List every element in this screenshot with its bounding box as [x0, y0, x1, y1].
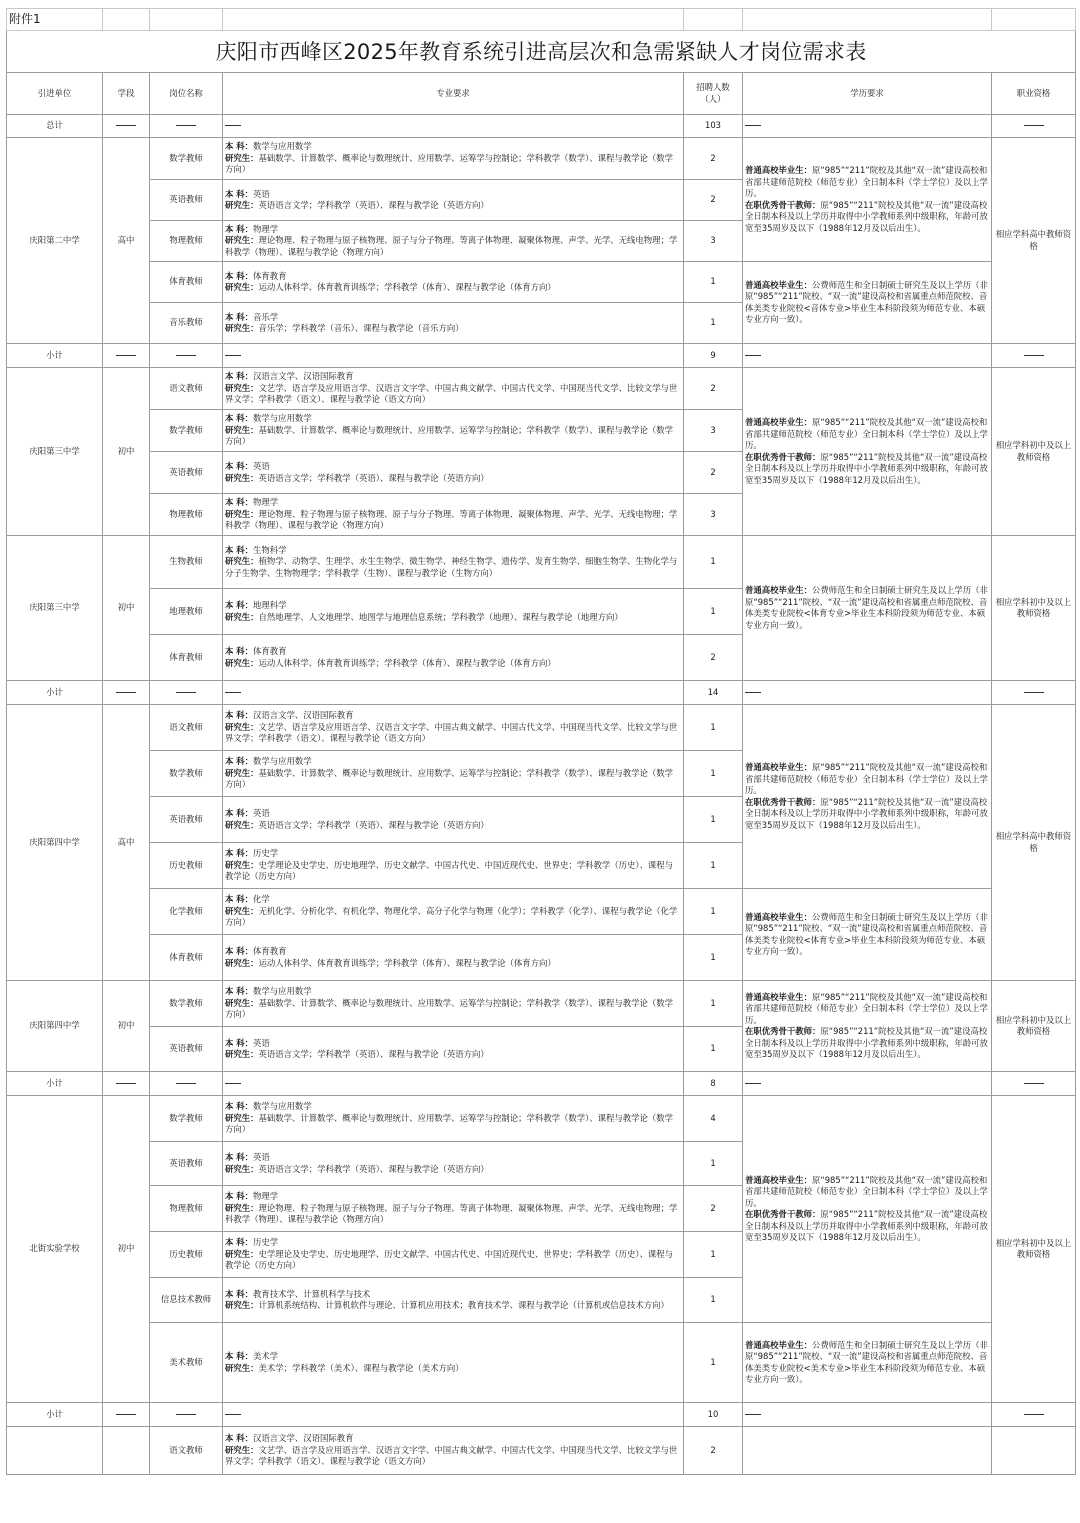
education-cell: 普通高校毕业生：公费师范生和全日制硕士研究生及以上学历（非原“985”“211”院校、“双一流”建设高校和省属重点师范院校、音体美类专业院校<音体专业>毕业生本科阶段须为师范专业、本硕专业方向一致）。	[743, 262, 992, 344]
page-title: 庆阳市西峰区2025年教育系统引进高层次和急需紧缺人才岗位需求表	[7, 31, 1076, 73]
dash-icon	[745, 355, 761, 356]
major-cell: 本 科：汉语言文学、汉语国际教育 研究生：文艺学、语言学及应用语言学、汉语言文字学、中国古典文献学、中国古代文学、中国现当代文学、比较文学与世界文学；学科教学（语文）、课程与教学论（语文方向）	[223, 368, 684, 410]
subtotal-label: 小计	[7, 344, 103, 368]
position-cell: 数学教师	[150, 981, 223, 1027]
major-cell: 本 科：英语 研究生：英语语言文学；学科教学（英语）、课程与教学论（英语方向）	[223, 180, 684, 221]
position-cell: 历史教师	[150, 1232, 223, 1278]
header-education: 学历要求	[743, 73, 992, 115]
count-cell: 1	[684, 262, 743, 303]
unit-cell: 庆阳第四中学	[7, 981, 103, 1072]
position-cell: 数学教师	[150, 751, 223, 797]
count-cell: 1	[684, 935, 743, 981]
dash-icon	[225, 125, 241, 126]
dash-icon	[1024, 1083, 1044, 1084]
subtotal-label: 小计	[7, 1072, 103, 1096]
count-cell: 1	[684, 981, 743, 1027]
count-cell: 1	[684, 1142, 743, 1186]
education-cell: 普通高校毕业生：原“985”“211”院校及其他“双一流”建设高校和省部共建师范院校（师范专业）全日制本科（学士学位）及以上学历。 在职优秀骨干教师：原“985”“211”院校及其他“双一流”建设高校全日制本科及以上学历并取得中小学教师系列中级职称，年龄可放宽至35周岁及以下（1988年12月及以后出生）。	[743, 138, 992, 262]
count-cell: 2	[684, 452, 743, 494]
table-row	[7, 536, 1076, 589]
education-cell: 普通高校毕业生：原“985”“211”院校及其他“双一流”建设高校和省部共建师范院校（师范专业）全日制本科（学士学位）及以上学历。 在职优秀骨干教师：原“985”“211”院校及其他“双一流”建设高校全日制本科及以上学历并取得中小学教师系列中级职称，年龄可放宽至35周岁及以下（1988年12月及以后出生）。	[743, 981, 992, 1072]
table-row	[7, 889, 1076, 935]
major-cell: 本 科：地理科学 研究生：自然地理学、人文地理学、地图学与地理信息系统；学科教学（地理）、课程与教学论（地理方向）	[223, 589, 684, 635]
position-cell: 生物教师	[150, 536, 223, 589]
stage-cell: 高中	[103, 138, 150, 344]
major-cell: 本 科：物理学 研究生：理论物理、粒子物理与原子核物理、原子与分子物理、等离子体物理、凝聚体物理、声学、光学、无线电物理；学科教学（物理）、课程与教学论（物理方向）	[223, 221, 684, 262]
count-cell: 1	[684, 751, 743, 797]
header-major: 专业要求	[223, 73, 684, 115]
qualification-cell: 相应学科高中教师资格	[992, 138, 1076, 344]
unit-cell: 庆阳第三中学	[7, 368, 103, 536]
major-cell: 本 科：英语 研究生：英语语言文学；学科教学（英语）、课程与教学论（英语方向）	[223, 1027, 684, 1072]
total-row	[7, 115, 1076, 138]
position-cell: 体育教师	[150, 935, 223, 981]
subtotal-row	[7, 1072, 1076, 1096]
major-cell: 本 科：物理学 研究生：理论物理、粒子物理与原子核物理、原子与分子物理、等离子体物理、凝聚体物理、声学、光学、无线电物理；学科教学（物理）、课程与教学论（物理方向）	[223, 494, 684, 536]
subtotal-count: 14	[684, 681, 743, 705]
count-cell: 2	[684, 1427, 743, 1475]
total-label: 总计	[7, 115, 103, 138]
major-cell: 本 科：数学与应用数学 研究生：基础数学、计算数学、概率论与数理统计、应用数学、运筹学与控制论；学科教学（数学）、课程与教学论（数学方向）	[223, 410, 684, 452]
count-cell: 2	[684, 1186, 743, 1232]
dash-icon	[225, 1414, 241, 1415]
qualification-cell: 相应学科初中及以上教师资格	[992, 1096, 1076, 1403]
subtotal-count: 10	[684, 1403, 743, 1427]
dash-icon	[116, 125, 136, 126]
major-cell: 本 科：物理学 研究生：理论物理、粒子物理与原子核物理、原子与分子物理、等离子体物理、凝聚体物理、声学、光学、无线电物理；学科教学（物理）、课程与教学论（物理方向）	[223, 1186, 684, 1232]
major-cell: 本 科：化学 研究生：无机化学、分析化学、有机化学、物理化学、高分子化学与物理（化学）；学科教学（化学）、课程与教学论（化学方向）	[223, 889, 684, 935]
dash-icon	[116, 692, 136, 693]
dash-icon	[1024, 692, 1044, 693]
count-cell: 1	[684, 303, 743, 344]
dash-icon	[176, 692, 196, 693]
position-cell: 体育教师	[150, 262, 223, 303]
stage-cell: 初中	[103, 1096, 150, 1403]
education-cell: 普通高校毕业生：公费师范生和全日制硕士研究生及以上学历（非原“985”“211”院校、“双一流”建设高校和省属重点师范院校、音体美类专业院校<美术专业>毕业生本科阶段须为师范专业、本硕专业方向一致）。	[743, 1323, 992, 1403]
count-cell: 2	[684, 180, 743, 221]
position-cell: 英语教师	[150, 180, 223, 221]
header-qualification: 职业资格	[992, 73, 1076, 115]
subtotal-count: 8	[684, 1072, 743, 1096]
dash-icon	[1024, 355, 1044, 356]
table-row	[7, 1096, 1076, 1142]
table-row	[7, 1427, 1076, 1475]
header-position: 岗位名称	[150, 73, 223, 115]
count-cell: 1	[684, 889, 743, 935]
qualification-cell: 相应学科高中教师资格	[992, 705, 1076, 981]
stage-cell: 初中	[103, 368, 150, 536]
position-cell: 语文教师	[150, 705, 223, 751]
count-cell: 2	[684, 368, 743, 410]
dash-icon	[116, 1414, 136, 1415]
dash-icon	[745, 125, 761, 126]
education-cell: 普通高校毕业生：原“985”“211”院校及其他“双一流”建设高校和省部共建师范院校（师范专业）全日制本科（学士学位）及以上学历。 在职优秀骨干教师：原“985”“211”院校及其他“双一流”建设高校全日制本科及以上学历并取得中小学教师系列中级职称，年龄可放宽至35周岁及以下（1988年12月及以后出生）。	[743, 705, 992, 889]
major-cell: 本 科：体育教育 研究生：运动人体科学、体育教育训练学；学科教学（体育）、课程与教学论（体育方向）	[223, 935, 684, 981]
major-cell: 本 科：体育教育 研究生：运动人体科学、体育教育训练学；学科教学（体育）、课程与教学论（体育方向）	[223, 262, 684, 303]
position-cell: 体育教师	[150, 635, 223, 681]
major-cell: 本 科：生物科学 研究生：植物学、动物学、生理学、水生生物学、微生物学、神经生物学、遗传学、发育生物学、细胞生物学、生物化学与分子生物学、生物物理学；学科教学（生物）、课程与教学论（生物方向）	[223, 536, 684, 589]
count-cell: 1	[684, 1027, 743, 1072]
stage-cell: 高中	[103, 705, 150, 981]
dash-icon	[1024, 125, 1044, 126]
position-cell: 物理教师	[150, 1186, 223, 1232]
position-cell: 英语教师	[150, 1142, 223, 1186]
dash-icon	[225, 1083, 241, 1084]
table-row	[7, 981, 1076, 1027]
position-cell: 信息技术教师	[150, 1278, 223, 1323]
major-cell: 本 科：教育技术学、计算机科学与技术 研究生：计算机系统结构、计算机软件与理论、计算机应用技术；教育技术学、课程与教学论（计算机或信息技术方向）	[223, 1278, 684, 1323]
subtotal-label: 小计	[7, 681, 103, 705]
education-cell: 普通高校毕业生：原“985”“211”院校及其他“双一流”建设高校和省部共建师范院校（师范专业）全日制本科（学士学位）及以上学历。 在职优秀骨干教师：原“985”“211”院校及其他“双一流”建设高校全日制本科及以上学历并取得中小学教师系列中级职称，年龄可放宽至35周岁及以下（1988年12月及以后出生）。	[743, 368, 992, 536]
dash-icon	[176, 125, 196, 126]
count-cell: 3	[684, 494, 743, 536]
position-cell: 地理教师	[150, 589, 223, 635]
header-unit: 引进单位	[7, 73, 103, 115]
count-cell: 2	[684, 635, 743, 681]
position-cell: 数学教师	[150, 1096, 223, 1142]
table-row	[7, 262, 1076, 303]
education-cell: 普通高校毕业生：公费师范生和全日制硕士研究生及以上学历（非原“985”“211”院校、“双一流”建设高校和省属重点师范院校、音体美类专业院校<体育专业>毕业生本科阶段须为师范专业、本硕专业方向一致）。	[743, 889, 992, 981]
dash-icon	[745, 1414, 761, 1415]
stage-cell: 初中	[103, 536, 150, 681]
position-cell: 英语教师	[150, 797, 223, 843]
position-cell: 音乐教师	[150, 303, 223, 344]
position-cell: 化学教师	[150, 889, 223, 935]
count-cell: 3	[684, 410, 743, 452]
dash-icon	[745, 1083, 761, 1084]
dash-icon	[225, 355, 241, 356]
major-cell: 本 科：汉语言文学、汉语国际教育 研究生：文艺学、语言学及应用语言学、汉语言文字学、中国古典文献学、中国古代文学、中国现当代文学、比较文学与世界文学；学科教学（语文）、课程与教学论（语文方向）	[223, 705, 684, 751]
count-cell: 1	[684, 1232, 743, 1278]
count-cell: 1	[684, 1323, 743, 1403]
subtotal-label: 小计	[7, 1403, 103, 1427]
unit-cell: 庆阳第四中学	[7, 705, 103, 981]
major-cell: 本 科：历史学 研究生：史学理论及史学史、历史地理学、历史文献学、中国古代史、中国近现代史、世界史；学科教学（历史）、课程与教学论（历史方向）	[223, 843, 684, 889]
header-count: 招聘人数（人）	[684, 73, 743, 115]
qualification-cell: 相应学科初中及以上教师资格	[992, 536, 1076, 681]
table-row	[7, 138, 1076, 180]
header-stage: 学段	[103, 73, 150, 115]
dash-icon	[116, 355, 136, 356]
stage-cell: 初中	[103, 981, 150, 1072]
position-cell: 物理教师	[150, 494, 223, 536]
position-cell: 数学教师	[150, 410, 223, 452]
subtotal-row	[7, 1403, 1076, 1427]
dash-icon	[176, 1414, 196, 1415]
annex-label: 附件1	[7, 9, 103, 31]
unit-cell: 北街实验学校	[7, 1096, 103, 1403]
total-count: 103	[684, 115, 743, 138]
count-cell: 1	[684, 705, 743, 751]
dash-icon	[1024, 1414, 1044, 1415]
count-cell: 1	[684, 797, 743, 843]
major-cell: 本 科：英语 研究生：英语语言文学；学科教学（英语）、课程与教学论（英语方向）	[223, 452, 684, 494]
major-cell: 本 科：数学与应用数学 研究生：基础数学、计算数学、概率论与数理统计、应用数学、运筹学与控制论；学科教学（数学）、课程与教学论（数学方向）	[223, 981, 684, 1027]
count-cell: 1	[684, 1278, 743, 1323]
position-cell: 语文教师	[150, 368, 223, 410]
position-cell: 历史教师	[150, 843, 223, 889]
position-cell: 数学教师	[150, 138, 223, 180]
dash-icon	[225, 692, 241, 693]
major-cell: 本 科：汉语言文学、汉语国际教育 研究生：文艺学、语言学及应用语言学、汉语言文字学、中国古典文献学、中国古代文学、中国现当代文学、比较文学与世界文学；学科教学（语文）、课程与教学论（语文方向）	[223, 1427, 684, 1475]
major-cell: 本 科：历史学 研究生：史学理论及史学史、历史地理学、历史文献学、中国古代史、中国近现代史、世界史；学科教学（历史）、课程与教学论（历史方向）	[223, 1232, 684, 1278]
table-row	[7, 1323, 1076, 1403]
dash-icon	[176, 355, 196, 356]
major-cell: 本 科：体育教育 研究生：运动人体科学、体育教育训练学；学科教学（体育）、课程与教学论（体育方向）	[223, 635, 684, 681]
dash-icon	[116, 1083, 136, 1084]
major-cell: 本 科：数学与应用数学 研究生：基础数学、计算数学、概率论与数理统计、应用数学、运筹学与控制论；学科教学（数学）、课程与教学论（数学方向）	[223, 751, 684, 797]
table-row	[7, 705, 1076, 751]
subtotal-row	[7, 344, 1076, 368]
count-cell: 4	[684, 1096, 743, 1142]
education-cell: 普通高校毕业生：原“985”“211”院校及其他“双一流”建设高校和省部共建师范院校（师范专业）全日制本科（学士学位）及以上学历。 在职优秀骨干教师：原“985”“211”院校及其他“双一流”建设高校全日制本科及以上学历并取得中小学教师系列中级职称，年龄可放宽至35周岁及以下（1988年12月及以后出生）。	[743, 1096, 992, 1323]
major-cell: 本 科：数学与应用数学 研究生：基础数学、计算数学、概率论与数理统计、应用数学、运筹学与控制论；学科教学（数学）、课程与教学论（数学方向）	[223, 1096, 684, 1142]
count-cell: 2	[684, 138, 743, 180]
dash-icon	[176, 1083, 196, 1084]
education-cell: 普通高校毕业生：公费师范生和全日制硕士研究生及以上学历（非原“985”“211”院校、“双一流”建设高校和省属重点师范院校、音体美类专业院校<体育专业>毕业生本科阶段须为师范专业、本硕专业方向一致）。	[743, 536, 992, 681]
major-cell: 本 科：英语 研究生：英语语言文学；学科教学（英语）、课程与教学论（英语方向）	[223, 797, 684, 843]
recruitment-table	[6, 8, 1076, 1475]
position-cell: 语文教师	[150, 1427, 223, 1475]
unit-cell: 庆阳第三中学	[7, 536, 103, 681]
qualification-cell: 相应学科初中及以上教师资格	[992, 368, 1076, 536]
position-cell: 英语教师	[150, 452, 223, 494]
major-cell: 本 科：美术学 研究生：美术学；学科教学（美术）、课程与教学论（美术方向）	[223, 1323, 684, 1403]
count-cell: 1	[684, 843, 743, 889]
count-cell: 1	[684, 536, 743, 589]
dash-icon	[745, 692, 761, 693]
count-cell: 1	[684, 589, 743, 635]
major-cell: 本 科：音乐学 研究生：音乐学；学科教学（音乐）、课程与教学论（音乐方向）	[223, 303, 684, 344]
count-cell: 3	[684, 221, 743, 262]
subtotal-row	[7, 681, 1076, 705]
subtotal-count: 9	[684, 344, 743, 368]
qualification-cell: 相应学科初中及以上教师资格	[992, 981, 1076, 1072]
unit-cell: 庆阳第二中学	[7, 138, 103, 344]
position-cell: 美术教师	[150, 1323, 223, 1403]
major-cell: 本 科：英语 研究生：英语语言文学；学科教学（英语）、课程与教学论（英语方向）	[223, 1142, 684, 1186]
table-row	[7, 368, 1076, 410]
position-cell: 英语教师	[150, 1027, 223, 1072]
position-cell: 物理教师	[150, 221, 223, 262]
major-cell: 本 科：数学与应用数学 研究生：基础数学、计算数学、概率论与数理统计、应用数学、运筹学与控制论；学科教学（数学）、课程与教学论（数学方向）	[223, 138, 684, 180]
